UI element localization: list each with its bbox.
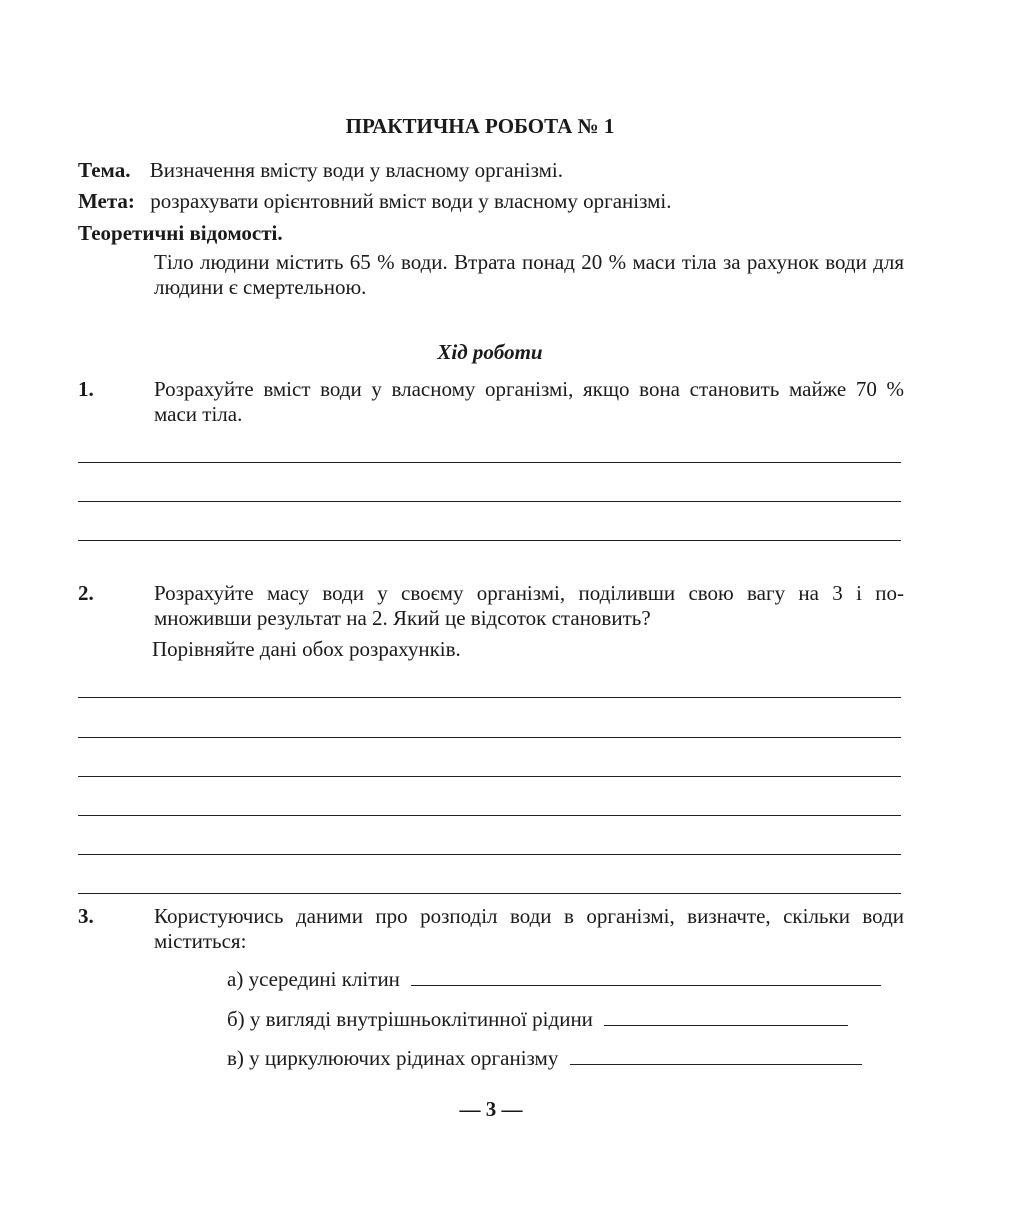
answer-line[interactable] xyxy=(78,501,901,502)
topic-line xyxy=(78,158,563,183)
page-title: ПРАКТИЧНА РОБОТА № 1 xyxy=(345,114,615,138)
task-2-extra: Порівняйте дані обох розрахунків. xyxy=(152,637,461,661)
goal-line xyxy=(78,189,672,214)
task-2-number: 2. xyxy=(78,581,94,605)
answer-line[interactable] xyxy=(78,540,901,541)
topic-text: Визначення вмісту води у власному організмі. xyxy=(149,158,563,182)
theory-label: Теоретичні відомості. xyxy=(78,221,283,245)
task-3-number: 3. xyxy=(78,904,94,928)
item-c-label: в) у циркулюючих рідинах організму xyxy=(227,1046,559,1070)
item-a-answer-line[interactable] xyxy=(411,967,881,986)
item-c-answer-line[interactable] xyxy=(570,1046,862,1065)
task-3-item-b xyxy=(227,1007,848,1032)
task-3-text: Користуючись даними про розподіл води в організмі, визначте, скільки води міститься: xyxy=(154,904,904,953)
task-3-item-a xyxy=(227,967,881,992)
page-number: — 3 — xyxy=(459,1097,523,1121)
task-1-text: Розрахуйте вміст води у власному організмі, якщо вона становить майже 70 % маси тіла. xyxy=(154,377,904,426)
answer-line[interactable] xyxy=(78,697,901,698)
answer-line[interactable] xyxy=(78,815,901,816)
answer-line[interactable] xyxy=(78,776,901,777)
item-b-answer-line[interactable] xyxy=(604,1007,848,1026)
answer-line[interactable] xyxy=(78,854,901,855)
item-a-label: а) усередині клітин xyxy=(227,967,400,991)
task-1-number: 1. xyxy=(78,377,94,401)
task-2-text: Розрахуйте масу води у своєму організмі, поділивши свою вагу на 3 і по-множивши результат на 2. Який це відсоток становить? xyxy=(154,581,904,630)
item-b-label: б) у вигляді внутрішньоклітинної рідини xyxy=(227,1007,593,1031)
theory-text: Тіло людини містить 65 % води. Втрата понад 20 % маси тіла за рахунок води для людини є смертельною. xyxy=(154,250,904,299)
answer-line[interactable] xyxy=(78,737,901,738)
goal-label: Мета: xyxy=(78,189,135,213)
procedure-title: Хід роботи xyxy=(437,340,543,364)
goal-text: розрахувати орієнтовний вміст води у власному організмі. xyxy=(150,189,672,213)
task-3-item-c xyxy=(227,1046,862,1071)
topic-label: Тема. xyxy=(78,158,131,182)
answer-line[interactable] xyxy=(78,462,901,463)
answer-line[interactable] xyxy=(78,893,901,894)
